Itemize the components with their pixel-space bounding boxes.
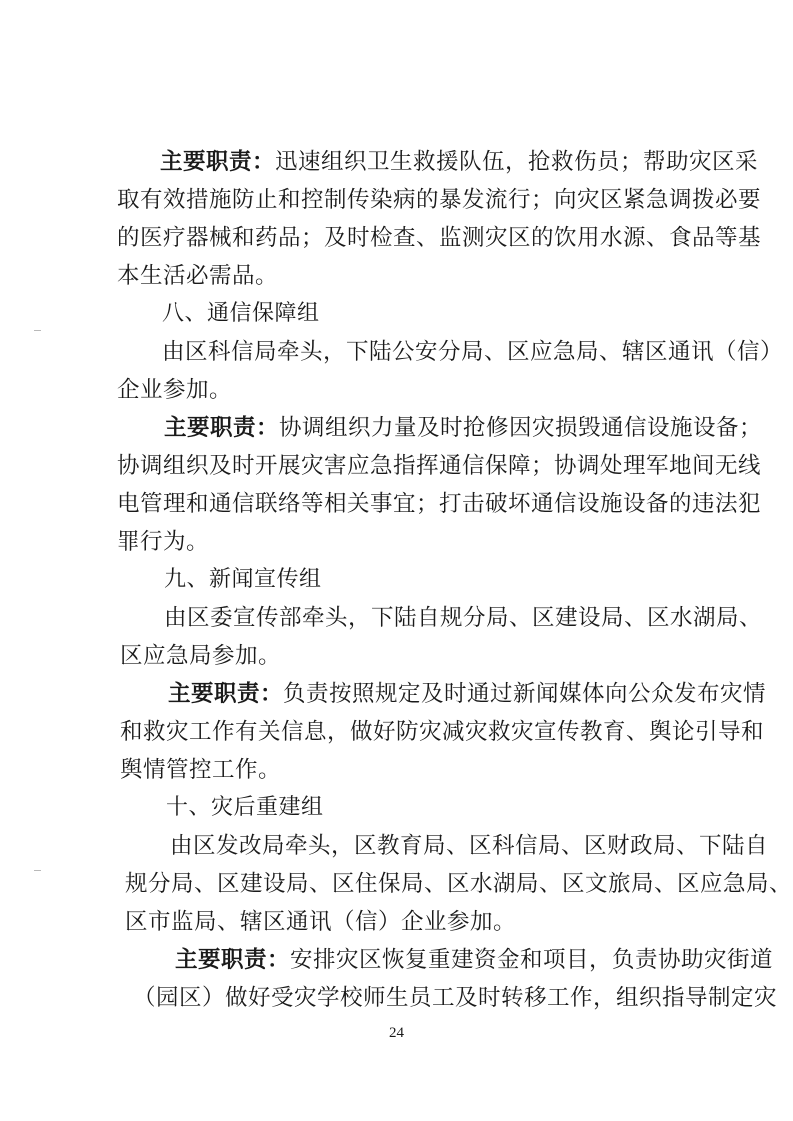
- text-line: [0, 144, 793, 180]
- text-line: [0, 676, 793, 712]
- text-line: 的医疗器械和药品；及时检查、监测灾区的饮用水源、食品等基: [117, 225, 762, 251]
- duty-label: 主要职责：: [164, 415, 280, 441]
- text-line: 罪行为。: [117, 529, 210, 555]
- text-line: 取有效措施防止和控制传染病的暴发流行；向灾区紧急调拨必要: [117, 187, 762, 213]
- duty-label: 主要职责：: [168, 681, 284, 707]
- text-line: 和救灾工作有关信息，做好防灾减灾救灾宣传教育、舆论引导和: [120, 719, 765, 745]
- line-text: 安排灾区恢复重建资金和项目，负责协助灾街道: [290, 947, 774, 973]
- line-text: 迅速组织卫生救援队伍，抢救伤员；帮助灾区采: [275, 149, 759, 175]
- text-line: [0, 942, 793, 978]
- line-text: 协调组织力量及时抢修因灾损毁通信设施设备；: [279, 415, 763, 441]
- section-heading: 九、新闻宣传组: [164, 567, 322, 592]
- text-line: 由区科信局牵头，下陆公安分局、区应急局、辖区通讯（信）: [162, 339, 784, 365]
- text-line: [0, 410, 793, 446]
- duty-label: 主要职责：: [175, 947, 291, 973]
- section-heading: 八、通信保障组: [162, 301, 320, 326]
- text-line: 由区委宣传部牵头，下陆自规分局、区建设局、区水湖局、: [164, 605, 763, 631]
- duty-label: 主要职责：: [160, 149, 276, 175]
- text-line: 区市监局、辖区通讯（信）企业参加。: [125, 909, 517, 935]
- section-heading: 十、灾后重建组: [166, 795, 324, 820]
- text-line: （园区）做好受灾学校师生员工及时转移工作，组织指导制定灾: [133, 985, 778, 1011]
- text-line: 区应急局参加。: [120, 643, 282, 669]
- text-line: 电管理和通信联络等相关事宜；打击破坏通信设施设备的违法犯: [117, 491, 762, 517]
- text-line: 本生活必需品。: [117, 263, 279, 289]
- text-line: 舆情管控工作。: [120, 757, 282, 783]
- text-line: 协调组织及时开展灾害应急指挥通信保障；协调处理军地间无线: [117, 453, 762, 479]
- text-line: 由区发改局牵头，区教育局、区科信局、区财政局、下陆自: [170, 833, 769, 859]
- text-line: 规分局、区建设局、区住保局、区水湖局、区文旅局、区应急局、: [125, 871, 793, 897]
- page-number: 24: [389, 1025, 404, 1041]
- line-text: 负责按照规定及时通过新闻媒体向公众发布灾情: [283, 681, 767, 707]
- text-line: 企业参加。: [117, 377, 233, 403]
